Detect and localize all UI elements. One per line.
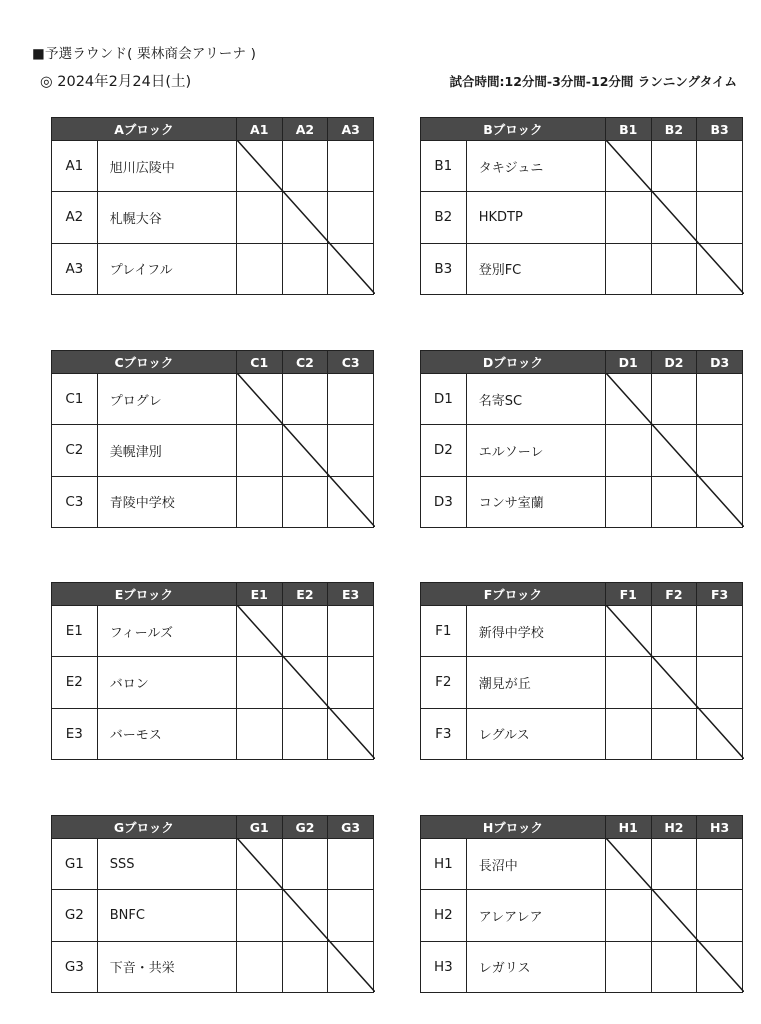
result-cell — [605, 477, 651, 527]
result-cell — [605, 606, 651, 656]
block-table-g — [51, 815, 374, 993]
column-header: G3 — [327, 816, 373, 838]
team-id: A2 — [52, 192, 98, 242]
block-name: Fブロック — [483, 587, 543, 602]
team-name: 新得中学校 — [478, 625, 544, 641]
result-cell — [605, 890, 651, 940]
result-cell — [651, 657, 697, 707]
result-cell — [282, 477, 328, 527]
match-time-info: 試合時間:12分間-3分間-12分間 ランニングタイム — [449, 74, 737, 89]
column-header: A1 — [236, 118, 282, 140]
block-header — [421, 583, 742, 605]
column-header: F1 — [605, 583, 651, 605]
column-header: H3 — [696, 816, 742, 838]
team-row — [421, 941, 742, 992]
result-cell — [651, 477, 697, 527]
team-id: F2 — [421, 657, 467, 707]
block-header — [421, 351, 742, 373]
column-header: H2 — [651, 816, 697, 838]
block-body — [421, 373, 742, 527]
result-cell — [236, 839, 282, 889]
team-id: E2 — [52, 657, 98, 707]
team-id: H3 — [421, 942, 467, 992]
team-id: G1 — [52, 839, 98, 889]
team-id: E3 — [52, 709, 98, 759]
column-header: F2 — [651, 583, 697, 605]
result-cell — [282, 606, 328, 656]
team-name: 長沼中 — [478, 858, 518, 874]
team-id: E1 — [52, 606, 98, 656]
column-header: E3 — [327, 583, 373, 605]
block-name: Gブロック — [113, 820, 174, 835]
team-name: 旭川広陵中 — [109, 160, 175, 176]
team-name: BNFC — [109, 907, 145, 923]
block-name: Aブロック — [114, 122, 174, 137]
column-header: D1 — [605, 351, 651, 373]
result-cell — [696, 942, 742, 992]
team-name: アレアレア — [478, 909, 543, 925]
column-header: F3 — [696, 583, 742, 605]
result-cell — [282, 709, 328, 759]
column-header: C3 — [327, 351, 373, 373]
team-id: D2 — [421, 425, 467, 475]
result-cell — [651, 839, 697, 889]
result-cell — [327, 141, 373, 191]
result-cell — [327, 890, 373, 940]
result-cell — [696, 890, 742, 940]
result-cell — [605, 425, 651, 475]
result-cell — [651, 709, 697, 759]
block-body — [52, 605, 373, 759]
team-id: A3 — [52, 244, 98, 294]
result-cell — [236, 657, 282, 707]
column-header: B1 — [605, 118, 651, 140]
team-row — [421, 838, 742, 889]
team-id: C3 — [52, 477, 98, 527]
block-header — [52, 351, 373, 373]
team-name: レグルス — [478, 728, 530, 744]
result-cell — [282, 244, 328, 294]
block-body — [52, 373, 373, 527]
team-row — [421, 708, 742, 759]
team-row — [421, 373, 742, 424]
result-cell — [605, 942, 651, 992]
result-cell — [605, 244, 651, 294]
column-header: B3 — [696, 118, 742, 140]
team-row — [52, 243, 373, 294]
block-table-f — [420, 582, 743, 760]
result-cell — [327, 425, 373, 475]
result-cell — [696, 244, 742, 294]
result-cell — [236, 425, 282, 475]
block-header — [421, 118, 742, 140]
block-name: Eブロック — [114, 587, 174, 602]
result-cell — [651, 374, 697, 424]
result-cell — [327, 192, 373, 242]
result-cell — [696, 709, 742, 759]
team-row — [52, 889, 373, 940]
result-cell — [651, 192, 697, 242]
block-name: Cブロック — [114, 355, 174, 370]
team-name: プレイフル — [109, 263, 173, 279]
result-cell — [327, 709, 373, 759]
team-row — [421, 191, 742, 242]
result-cell — [236, 942, 282, 992]
column-header: C2 — [282, 351, 328, 373]
result-cell — [327, 657, 373, 707]
team-name: バーモス — [109, 728, 162, 744]
result-cell — [282, 425, 328, 475]
team-name: 下音・共栄 — [109, 961, 175, 977]
team-row — [421, 424, 742, 475]
result-cell — [696, 141, 742, 191]
block-table-e — [51, 582, 374, 760]
result-cell — [605, 192, 651, 242]
team-row — [52, 424, 373, 475]
column-header: B2 — [651, 118, 697, 140]
team-id: G2 — [52, 890, 98, 940]
team-id: G3 — [52, 942, 98, 992]
column-header: H1 — [605, 816, 651, 838]
result-cell — [282, 942, 328, 992]
team-name: 青陵中学校 — [109, 496, 175, 512]
team-name: 潮見が丘 — [478, 676, 531, 692]
team-id: C1 — [52, 374, 98, 424]
result-cell — [651, 942, 697, 992]
block-body — [52, 838, 373, 992]
result-cell — [605, 657, 651, 707]
result-cell — [236, 709, 282, 759]
team-name: コンサ室蘭 — [478, 496, 544, 512]
team-name: 札幌大谷 — [109, 211, 162, 227]
team-row — [52, 476, 373, 527]
result-cell — [651, 141, 697, 191]
team-id: F3 — [421, 709, 467, 759]
block-name: Hブロック — [482, 820, 544, 835]
result-cell — [236, 374, 282, 424]
block-table-h — [420, 815, 743, 993]
team-id: H1 — [421, 839, 467, 889]
result-cell — [605, 709, 651, 759]
result-cell — [282, 374, 328, 424]
team-row — [52, 373, 373, 424]
team-row — [421, 889, 742, 940]
block-header — [52, 583, 373, 605]
page-title: ■予選ラウンド( 栗林商会アリーナ ) — [32, 46, 257, 62]
result-cell — [605, 374, 651, 424]
team-row — [52, 605, 373, 656]
result-cell — [651, 425, 697, 475]
team-id: B1 — [421, 141, 467, 191]
block-name: Bブロック — [483, 122, 543, 137]
result-cell — [605, 839, 651, 889]
team-name: 名寄SC — [478, 393, 523, 409]
result-cell — [605, 141, 651, 191]
result-cell — [651, 606, 697, 656]
result-cell — [282, 890, 328, 940]
team-name: 美幌津別 — [109, 444, 162, 460]
column-header: A2 — [282, 118, 328, 140]
result-cell — [282, 141, 328, 191]
result-cell — [282, 192, 328, 242]
block-header — [52, 118, 373, 140]
result-cell — [236, 606, 282, 656]
result-cell — [696, 374, 742, 424]
team-id: H2 — [421, 890, 467, 940]
team-row — [52, 656, 373, 707]
block-table-d — [420, 350, 743, 528]
column-header: E2 — [282, 583, 328, 605]
result-cell — [696, 477, 742, 527]
block-body — [421, 140, 742, 294]
result-cell — [282, 839, 328, 889]
result-cell — [696, 425, 742, 475]
team-id: D3 — [421, 477, 467, 527]
event-date: ◎ 2024年2月24日(土) — [40, 74, 192, 90]
block-name: Dブロック — [482, 355, 543, 370]
block-table-c — [51, 350, 374, 528]
result-cell — [236, 477, 282, 527]
team-row — [52, 708, 373, 759]
result-cell — [236, 141, 282, 191]
team-id: D1 — [421, 374, 467, 424]
team-name: HKDTP — [478, 209, 523, 225]
team-name: プログレ — [109, 393, 162, 409]
team-row — [52, 191, 373, 242]
block-body — [421, 838, 742, 992]
team-name: 登別FC — [478, 263, 522, 279]
team-name: SSS — [109, 856, 135, 872]
team-row — [421, 243, 742, 294]
team-row — [421, 656, 742, 707]
result-cell — [327, 374, 373, 424]
block-table-a — [51, 117, 374, 295]
result-cell — [236, 244, 282, 294]
column-header: C1 — [236, 351, 282, 373]
team-name: タキジュニ — [478, 160, 544, 176]
result-cell — [327, 244, 373, 294]
column-header: D2 — [651, 351, 697, 373]
team-id: B2 — [421, 192, 467, 242]
result-cell — [327, 477, 373, 527]
result-cell — [236, 890, 282, 940]
team-id: B3 — [421, 244, 467, 294]
team-name: バロン — [109, 676, 149, 692]
block-header — [421, 816, 742, 838]
block-body — [421, 605, 742, 759]
team-id: F1 — [421, 606, 467, 656]
block-header — [52, 816, 373, 838]
block-table-b — [420, 117, 743, 295]
team-row — [421, 476, 742, 527]
result-cell — [327, 839, 373, 889]
column-header: G2 — [282, 816, 328, 838]
result-cell — [327, 942, 373, 992]
team-name: フィールズ — [109, 625, 174, 641]
column-header: D3 — [696, 351, 742, 373]
team-name: レガリス — [478, 961, 531, 977]
result-cell — [696, 839, 742, 889]
result-cell — [696, 192, 742, 242]
column-header: A3 — [327, 118, 373, 140]
result-cell — [282, 657, 328, 707]
column-header: G1 — [236, 816, 282, 838]
result-cell — [696, 657, 742, 707]
team-row — [52, 838, 373, 889]
result-cell — [236, 192, 282, 242]
result-cell — [696, 606, 742, 656]
team-id: A1 — [52, 141, 98, 191]
team-name: エルソーレ — [478, 444, 544, 460]
team-id: C2 — [52, 425, 98, 475]
team-row — [421, 140, 742, 191]
team-row — [421, 605, 742, 656]
column-header: E1 — [236, 583, 282, 605]
block-body — [52, 140, 373, 294]
result-cell — [327, 606, 373, 656]
result-cell — [651, 890, 697, 940]
result-cell — [651, 244, 697, 294]
team-row — [52, 941, 373, 992]
team-row — [52, 140, 373, 191]
